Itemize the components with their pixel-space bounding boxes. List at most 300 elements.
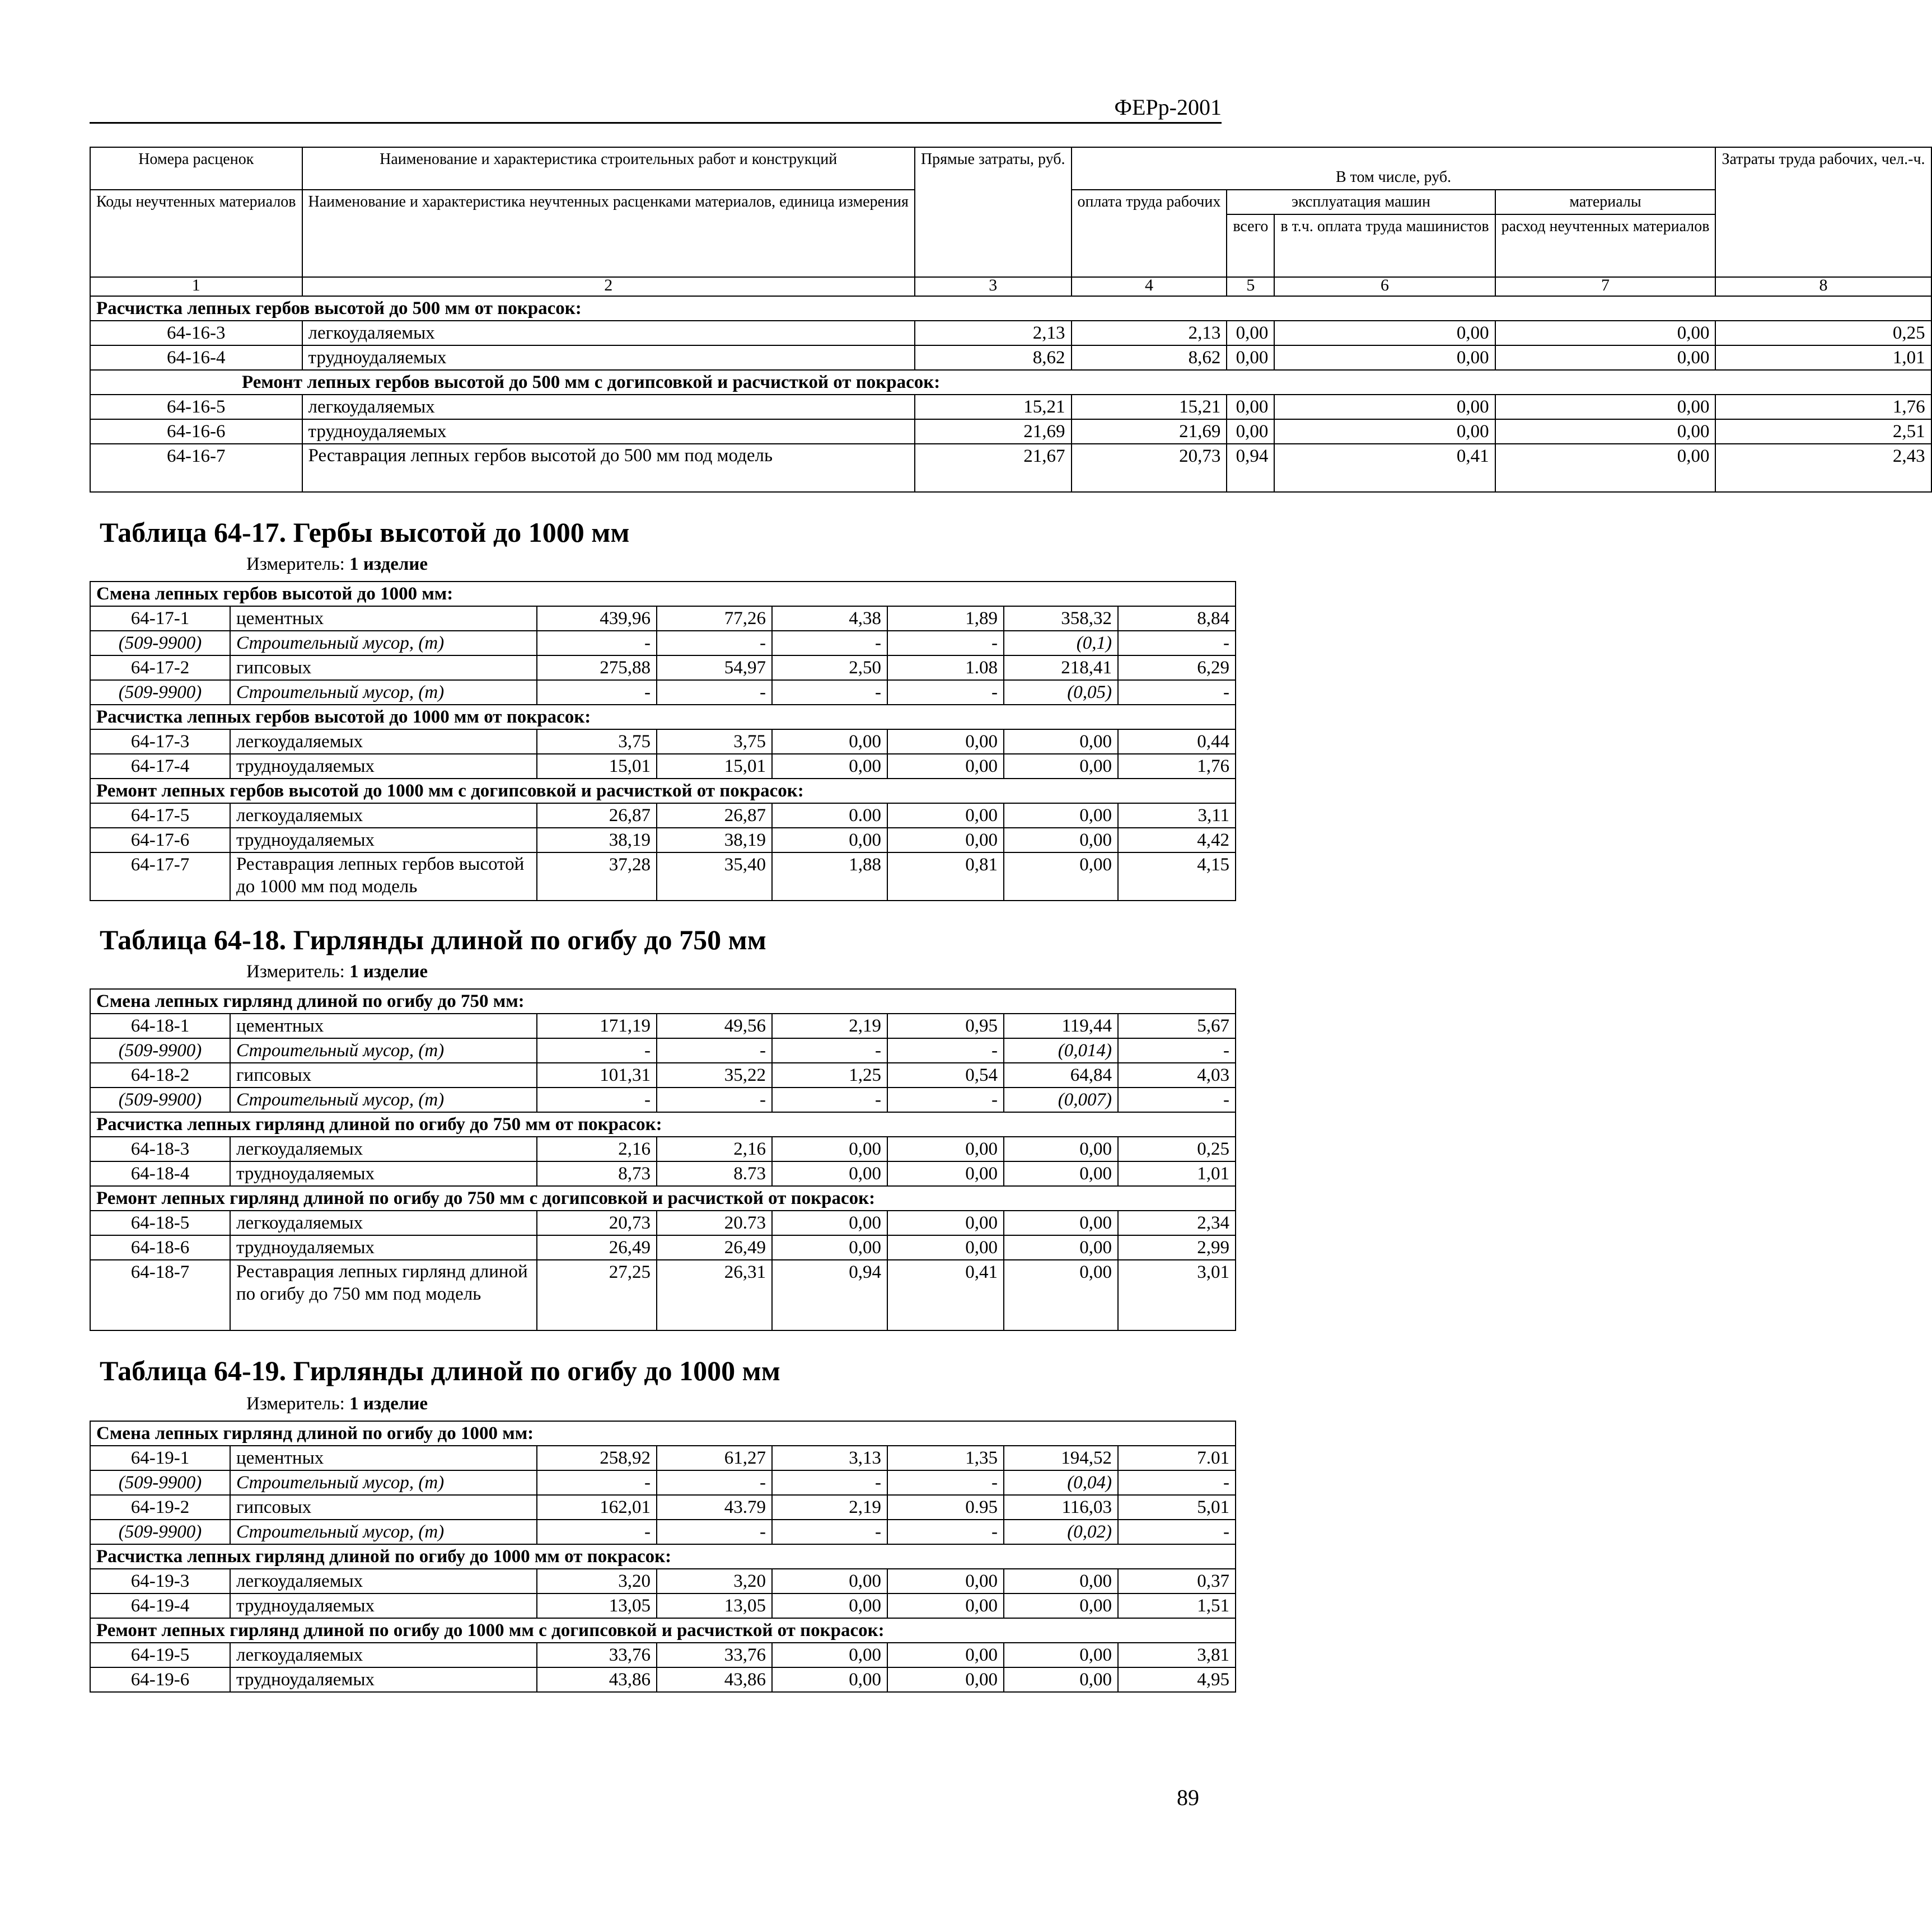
rate-code: 64-18-5	[90, 1211, 230, 1235]
col-number: 7	[1495, 277, 1716, 296]
section-heading: Расчистка лепных гербов высотой до 1000 мм от покрасок:	[90, 705, 1236, 729]
materials-cost: 0,00	[1004, 1161, 1118, 1186]
rate-code: 64-17-3	[90, 729, 230, 754]
labor-hours: 2,99	[1118, 1235, 1236, 1260]
labor-hours: 1,76	[1118, 754, 1236, 779]
machinist-pay: 0,00	[1274, 395, 1495, 419]
machinist-pay: 0,00	[887, 1137, 1004, 1161]
materials-cost: 119,44	[1004, 1014, 1118, 1038]
direct-costs: -	[537, 680, 657, 705]
work-name: легкоудаляемых	[230, 729, 537, 754]
labor-hours: 4,03	[1118, 1063, 1236, 1088]
direct-costs: 3,20	[537, 1569, 657, 1593]
worker-pay: -	[657, 1088, 772, 1112]
material-code: (509-9900)	[90, 1088, 230, 1112]
table-row	[90, 1667, 1236, 1692]
work-name: гипсовых	[230, 1495, 537, 1520]
machines-total: 0,00	[772, 1137, 887, 1161]
unit-of-measure	[246, 962, 428, 982]
rate-code: 64-19-5	[90, 1643, 230, 1667]
table-row	[90, 828, 1236, 852]
labor-hours: 4,15	[1118, 852, 1236, 901]
worker-pay: 54,97	[657, 655, 772, 680]
worker-pay: 77,26	[657, 606, 772, 631]
machinist-pay: 1.08	[887, 655, 1004, 680]
machines-total: 0,00	[772, 754, 887, 779]
direct-costs: 37,28	[537, 852, 657, 901]
machinist-pay: 0,00	[887, 828, 1004, 852]
machines-total: 4,38	[772, 606, 887, 631]
machinist-pay: 0,41	[887, 1260, 1004, 1330]
worker-pay: 49,56	[657, 1014, 772, 1038]
section-heading: Ремонт лепных гербов высотой до 500 мм с догипсовкой и расчисткой от покрасок:	[90, 370, 1931, 395]
direct-costs: 15,21	[915, 395, 1072, 419]
worker-pay: 21,69	[1072, 419, 1227, 444]
labor-hours: 1,51	[1118, 1593, 1236, 1618]
col-number: 8	[1715, 277, 1931, 296]
material-usage: (0,05)	[1004, 680, 1118, 705]
labor-hours: 2,51	[1715, 419, 1931, 444]
worker-pay: -	[657, 1038, 772, 1063]
materials-cost: 0,00	[1004, 1643, 1118, 1667]
direct-costs: 38,19	[537, 828, 657, 852]
machines-total: 0,00	[772, 1643, 887, 1667]
machinist-pay: 0,00	[887, 1569, 1004, 1593]
worker-pay: 26,87	[657, 803, 772, 828]
direct-costs: 27,25	[537, 1260, 657, 1330]
machines-total: 0.00	[772, 803, 887, 828]
material-row	[90, 1038, 1236, 1063]
machines-total: 0,00	[772, 1667, 887, 1692]
table-row	[90, 321, 1931, 345]
table-row	[90, 1211, 1236, 1235]
materials-cost: 0,00	[1004, 1137, 1118, 1161]
direct-costs: 21,67	[915, 444, 1072, 492]
col-header-material-name: Наименование и характеристика неучтенных расценками материалов, единица измерения	[302, 190, 915, 277]
work-name: цементных	[230, 1446, 537, 1470]
labor-hours: 1,76	[1715, 395, 1931, 419]
worker-pay: 13,05	[657, 1593, 772, 1618]
rate-code: 64-16-7	[90, 444, 302, 492]
machinist-pay: 0,00	[887, 1161, 1004, 1186]
machinist-pay: 0,00	[887, 1667, 1004, 1692]
col-number: 1	[90, 277, 302, 296]
worker-pay: 2,16	[657, 1137, 772, 1161]
section-heading: Смена лепных гербов высотой до 1000 мм:	[90, 582, 1236, 606]
labor-hours: -	[1118, 1088, 1236, 1112]
machinist-pay: 0,00	[1274, 321, 1495, 345]
machinist-pay: 0,00	[887, 1593, 1004, 1618]
rate-code: 64-18-7	[90, 1260, 230, 1330]
section-heading: Расчистка лепных гирлянд длиной по огибу до 750 мм от покрасок:	[90, 1112, 1236, 1137]
machines-total: 2,19	[772, 1495, 887, 1520]
table-title: Таблица 64-19. Гирлянды длиной по огибу до 1000 мм	[100, 1355, 780, 1386]
materials-cost: 0,00	[1004, 1235, 1118, 1260]
machines-total: -	[772, 1520, 887, 1544]
direct-costs: 2,16	[537, 1137, 657, 1161]
worker-pay: -	[657, 680, 772, 705]
machinist-pay: 0,00	[1274, 419, 1495, 444]
work-name: трудноудаляемых	[302, 419, 915, 444]
unit-of-measure	[246, 554, 428, 575]
table-row	[90, 852, 1236, 901]
direct-costs: 3,75	[537, 729, 657, 754]
worker-pay: 15,21	[1072, 395, 1227, 419]
materials-cost: 116,03	[1004, 1495, 1118, 1520]
section-heading: Расчистка лепных гирлянд длиной по огибу до 1000 мм от покрасок:	[90, 1544, 1236, 1569]
material-name: Строительный мусор, (т)	[230, 1520, 537, 1544]
machines-total: -	[772, 631, 887, 655]
table-row	[90, 1495, 1236, 1520]
col-header-rate-numbers: Номера расценок	[90, 147, 302, 190]
rate-code: 64-16-4	[90, 345, 302, 370]
rate-code: 64-18-3	[90, 1137, 230, 1161]
labor-hours: 5,67	[1118, 1014, 1236, 1038]
worker-pay: 20.73	[657, 1211, 772, 1235]
table-row	[90, 606, 1236, 631]
direct-costs: -	[537, 631, 657, 655]
material-row	[90, 1470, 1236, 1495]
material-row	[90, 680, 1236, 705]
materials-cost: 194,52	[1004, 1446, 1118, 1470]
rate-code: 64-19-3	[90, 1569, 230, 1593]
col-number: 5	[1227, 277, 1274, 296]
worker-pay: 61,27	[657, 1446, 772, 1470]
work-name: трудноудаляемых	[230, 754, 537, 779]
materials-cost: 0,00	[1495, 444, 1716, 492]
materials-cost: 0,00	[1004, 852, 1118, 901]
work-name: легкоудаляемых	[230, 803, 537, 828]
machines-total: 2,19	[772, 1014, 887, 1038]
machinist-pay: 0,00	[887, 1235, 1004, 1260]
material-usage: (0,04)	[1004, 1470, 1118, 1495]
rate-code: 64-19-2	[90, 1495, 230, 1520]
materials-cost: 0,00	[1004, 729, 1118, 754]
labor-hours: -	[1118, 680, 1236, 705]
labor-hours: -	[1118, 1470, 1236, 1495]
material-usage: (0,1)	[1004, 631, 1118, 655]
direct-costs: 8,73	[537, 1161, 657, 1186]
materials-cost: 0,00	[1495, 321, 1716, 345]
material-code: (509-9900)	[90, 1470, 230, 1495]
unit-label: Измеритель:	[246, 554, 345, 574]
worker-pay: 35,22	[657, 1063, 772, 1088]
table-row	[90, 1593, 1236, 1618]
col-header-machines-total: всего	[1227, 214, 1274, 277]
direct-costs: -	[537, 1088, 657, 1112]
rate-code: 64-17-2	[90, 655, 230, 680]
material-row	[90, 1088, 1236, 1112]
direct-costs: 8,62	[915, 345, 1072, 370]
direct-costs: 13,05	[537, 1593, 657, 1618]
direct-costs: 275,88	[537, 655, 657, 680]
machines-total: -	[772, 1038, 887, 1063]
table-row	[90, 1260, 1236, 1330]
labor-hours: -	[1118, 631, 1236, 655]
work-name: легкоудаляемых	[230, 1569, 537, 1593]
machines-total: 1,25	[772, 1063, 887, 1088]
machines-total: 0,00	[1227, 395, 1274, 419]
machines-total: 0,94	[772, 1260, 887, 1330]
machinist-pay: 0,00	[887, 803, 1004, 828]
rate-code: 64-17-5	[90, 803, 230, 828]
direct-costs: -	[537, 1038, 657, 1063]
labor-hours: 0,25	[1715, 321, 1931, 345]
labor-hours: -	[1118, 1520, 1236, 1544]
col-header-machinist-pay: в т.ч. оплата труда машинистов	[1274, 214, 1495, 277]
direct-costs: 162,01	[537, 1495, 657, 1520]
worker-pay: 15,01	[657, 754, 772, 779]
materials-cost: 64,84	[1004, 1063, 1118, 1088]
materials-cost: 0,00	[1004, 803, 1118, 828]
machines-total: 0,00	[772, 1161, 887, 1186]
machines-total: 0,00	[1227, 345, 1274, 370]
machinist-pay: 0.95	[887, 1495, 1004, 1520]
machinist-pay: 0,95	[887, 1014, 1004, 1038]
unit-label: Измеритель:	[246, 962, 345, 982]
table-title: Таблица 64-17. Гербы высотой до 1000 мм	[100, 517, 630, 548]
table-row	[90, 1137, 1236, 1161]
machines-total: -	[772, 680, 887, 705]
direct-costs: 15,01	[537, 754, 657, 779]
table-64-18	[90, 988, 1236, 1331]
direct-costs: 2,13	[915, 321, 1072, 345]
unit-value: 1 изделие	[349, 554, 428, 574]
table-row	[90, 729, 1236, 754]
machines-total: 0,00	[772, 1235, 887, 1260]
col-header-material-codes: Коды неучтенных материалов	[90, 190, 302, 277]
machines-total: 0,00	[772, 1593, 887, 1618]
labor-hours: 5,01	[1118, 1495, 1236, 1520]
table-title: Таблица 64-18. Гирлянды длиной по огибу до 750 мм	[100, 924, 766, 955]
rate-code: 64-19-4	[90, 1593, 230, 1618]
table-row	[90, 1446, 1236, 1470]
work-name: трудноудаляемых	[230, 828, 537, 852]
materials-cost: 218,41	[1004, 655, 1118, 680]
table-row	[90, 1161, 1236, 1186]
worker-pay: 26,49	[657, 1235, 772, 1260]
rate-code: 64-18-1	[90, 1014, 230, 1038]
labor-hours: 2,43	[1715, 444, 1931, 492]
machines-total: 0,00	[772, 729, 887, 754]
work-name: трудноудаляемых	[230, 1235, 537, 1260]
col-header-machines: эксплуатация машин	[1227, 190, 1495, 214]
work-name: трудноудаляемых	[230, 1161, 537, 1186]
materials-cost: 0,00	[1004, 1667, 1118, 1692]
col-number: 2	[302, 277, 915, 296]
materials-cost: 0,00	[1495, 419, 1716, 444]
table-row	[90, 1235, 1236, 1260]
table-row	[90, 1063, 1236, 1088]
col-header-materials: материалы	[1495, 190, 1716, 214]
labor-hours: 1,01	[1715, 345, 1931, 370]
rate-code: 64-18-2	[90, 1063, 230, 1088]
col-header-worker-pay: оплата труда рабочих	[1072, 190, 1227, 277]
materials-cost: 0,00	[1004, 1593, 1118, 1618]
machinist-pay: 0,41	[1274, 444, 1495, 492]
material-name: Строительный мусор, (т)	[230, 1088, 537, 1112]
materials-cost: 0,00	[1004, 1211, 1118, 1235]
section-heading: Ремонт лепных гербов высотой до 1000 мм с догипсовкой и расчисткой от покрасок:	[90, 779, 1236, 803]
rate-code: 64-18-4	[90, 1161, 230, 1186]
table-row	[90, 1569, 1236, 1593]
rate-code: 64-17-6	[90, 828, 230, 852]
work-name: легкоудаляемых	[302, 321, 915, 345]
direct-costs: 26,87	[537, 803, 657, 828]
worker-pay: 8.73	[657, 1161, 772, 1186]
rate-code: 64-18-6	[90, 1235, 230, 1260]
machines-total: 0,00	[772, 1569, 887, 1593]
machinist-pay: 0,00	[1274, 345, 1495, 370]
work-name: трудноудаляемых	[230, 1667, 537, 1692]
table-64-19	[90, 1421, 1236, 1693]
worker-pay: 3,75	[657, 729, 772, 754]
work-name: легкоудаляемых	[230, 1211, 537, 1235]
unit-value: 1 изделие	[349, 1394, 428, 1414]
table-row	[90, 655, 1236, 680]
rate-code: 64-16-6	[90, 419, 302, 444]
work-name: цементных	[230, 606, 537, 631]
worker-pay: -	[657, 1470, 772, 1495]
worker-pay: 43.79	[657, 1495, 772, 1520]
col-header-material-usage: расход неучтенных материалов	[1495, 214, 1716, 277]
work-name: гипсовых	[230, 655, 537, 680]
labor-hours: 8,84	[1118, 606, 1236, 631]
material-name: Строительный мусор, (т)	[230, 1470, 537, 1495]
machinist-pay: 0,00	[887, 1643, 1004, 1667]
col-header-direct-costs: Прямые затраты, руб.	[915, 147, 1072, 277]
direct-costs: 26,49	[537, 1235, 657, 1260]
machinist-pay: 0,00	[887, 729, 1004, 754]
document-code: ФЕРр-2001	[1114, 95, 1222, 120]
table-row	[90, 444, 1931, 492]
worker-pay: 3,20	[657, 1569, 772, 1593]
work-name: легкоудаляемых	[302, 395, 915, 419]
machines-total: 3,13	[772, 1446, 887, 1470]
table-row	[90, 345, 1931, 370]
unit-of-measure	[246, 1394, 428, 1414]
direct-costs: 101,31	[537, 1063, 657, 1088]
direct-costs: 21,69	[915, 419, 1072, 444]
section-heading: Ремонт лепных гирлянд длиной по огибу до 1000 мм с догипсовкой и расчисткой от покрасок:	[90, 1618, 1236, 1643]
worker-pay: 38,19	[657, 828, 772, 852]
work-name: гипсовых	[230, 1063, 537, 1088]
material-row	[90, 1520, 1236, 1544]
materials-cost: 0,00	[1004, 1260, 1118, 1330]
material-name: Строительный мусор, (т)	[230, 631, 537, 655]
header-rule	[90, 122, 1222, 124]
direct-costs: 20,73	[537, 1211, 657, 1235]
worker-pay: 8,62	[1072, 345, 1227, 370]
material-name: Строительный мусор, (т)	[230, 680, 537, 705]
rate-code: 64-19-1	[90, 1446, 230, 1470]
col-header-including: В том числе, руб.	[1072, 147, 1716, 190]
machines-total: 1,88	[772, 852, 887, 901]
unit-value: 1 изделие	[349, 962, 428, 982]
machines-total: 0,00	[1227, 321, 1274, 345]
direct-costs: 439,96	[537, 606, 657, 631]
table-row	[90, 395, 1931, 419]
table-row	[90, 754, 1236, 779]
labor-hours: 3,01	[1118, 1260, 1236, 1330]
labor-hours: -	[1118, 1038, 1236, 1063]
material-row	[90, 631, 1236, 655]
rate-code: 64-17-1	[90, 606, 230, 631]
page-number: 89	[1177, 1785, 1199, 1810]
col-header-work-name: Наименование и характеристика строительных работ и конструкций	[302, 147, 915, 190]
work-name: легкоудаляемых	[230, 1643, 537, 1667]
worker-pay: 20,73	[1072, 444, 1227, 492]
machinist-pay: 0,00	[887, 1211, 1004, 1235]
col-number: 3	[915, 277, 1072, 296]
machinist-pay: 1,89	[887, 606, 1004, 631]
materials-cost: 0,00	[1004, 754, 1118, 779]
work-name: Реставрация лепных гербов высотой до 1000 мм под модель	[230, 852, 537, 901]
section-heading: Смена лепных гирлянд длиной по огибу до 750 мм:	[90, 989, 1236, 1014]
machinist-pay: 0,00	[887, 754, 1004, 779]
labor-hours: 0,37	[1118, 1569, 1236, 1593]
materials-cost: 0,00	[1004, 828, 1118, 852]
section-heading: Смена лепных гирлянд длиной по огибу до 1000 мм:	[90, 1421, 1236, 1446]
worker-pay: 26,31	[657, 1260, 772, 1330]
table-64-16	[90, 147, 1932, 493]
worker-pay: -	[657, 1520, 772, 1544]
work-name: трудноудаляемых	[230, 1593, 537, 1618]
machines-total: -	[772, 1470, 887, 1495]
work-name: трудноудаляемых	[302, 345, 915, 370]
work-name: цементных	[230, 1014, 537, 1038]
table-64-17	[90, 581, 1236, 901]
labor-hours: 4,42	[1118, 828, 1236, 852]
col-number: 6	[1274, 277, 1495, 296]
machines-total: -	[772, 1088, 887, 1112]
materials-cost: 0,00	[1495, 345, 1716, 370]
material-usage: (0,007)	[1004, 1088, 1118, 1112]
machinist-pay: -	[887, 1088, 1004, 1112]
work-name: легкоудаляемых	[230, 1137, 537, 1161]
material-name: Строительный мусор, (т)	[230, 1038, 537, 1063]
machinist-pay: -	[887, 1470, 1004, 1495]
machinist-pay: -	[887, 1520, 1004, 1544]
rate-code: 64-17-4	[90, 754, 230, 779]
machinist-pay: 0,81	[887, 852, 1004, 901]
machines-total: 0,00	[772, 828, 887, 852]
machinist-pay: -	[887, 680, 1004, 705]
labor-hours: 4,95	[1118, 1667, 1236, 1692]
rate-code: 64-17-7	[90, 852, 230, 901]
labor-hours: 7.01	[1118, 1446, 1236, 1470]
machinist-pay: -	[887, 631, 1004, 655]
machines-total: 0,94	[1227, 444, 1274, 492]
work-name: Реставрация лепных гербов высотой до 500 мм под модель	[302, 444, 915, 492]
machines-total: 0,00	[1227, 419, 1274, 444]
direct-costs: 33,76	[537, 1643, 657, 1667]
direct-costs: -	[537, 1520, 657, 1544]
materials-cost: 358,32	[1004, 606, 1118, 631]
rate-code: 64-16-5	[90, 395, 302, 419]
material-code: (509-9900)	[90, 631, 230, 655]
labor-hours: 3,11	[1118, 803, 1236, 828]
col-header-labor-costs: Затраты труда рабочих, чел.-ч.	[1715, 147, 1931, 277]
table-row	[90, 803, 1236, 828]
worker-pay: 35,40	[657, 852, 772, 901]
material-code: (509-9900)	[90, 680, 230, 705]
machinist-pay: 0,54	[887, 1063, 1004, 1088]
section-heading: Ремонт лепных гирлянд длиной по огибу до 750 мм с догипсовкой и расчисткой от покрасок:	[90, 1186, 1236, 1211]
materials-cost: 0,00	[1004, 1569, 1118, 1593]
table-row	[90, 419, 1931, 444]
direct-costs: -	[537, 1470, 657, 1495]
